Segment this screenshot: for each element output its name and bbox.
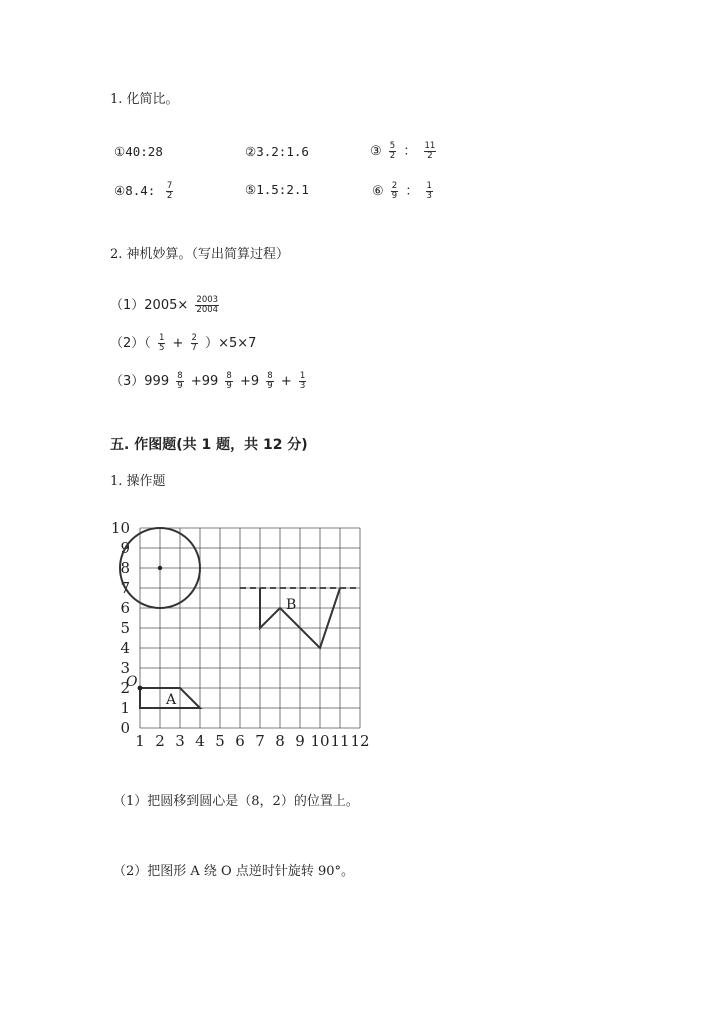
circle-center-dot — [158, 566, 162, 570]
x-tick-label: 8 — [275, 732, 285, 750]
fraction: $\frac{2003}{2004}$ — [196, 295, 219, 315]
y-tick-label: 6 — [120, 599, 130, 617]
x-tick-label: 12 — [350, 732, 370, 750]
q1-item-4 — [114, 182, 176, 201]
q1-item-1 — [114, 144, 163, 159]
y-tick-label: 8 — [120, 559, 130, 577]
x-tick-label: 11 — [330, 732, 350, 750]
fraction: $\frac{8}{9}$ — [177, 371, 183, 391]
fraction: $\frac{7}{2}$ — [166, 181, 173, 201]
y-tick-label: 5 — [120, 619, 130, 637]
fraction: $\frac{2}{7}$ — [191, 333, 197, 353]
item-label: （2） — [110, 336, 145, 351]
q1-item-6 — [372, 180, 436, 201]
point-o-label: O — [126, 674, 138, 690]
item-marker: ③ — [370, 144, 382, 159]
x-tick-label: 4 — [195, 732, 205, 750]
x-tick-label: 5 — [215, 732, 225, 750]
item-label: （3） — [110, 374, 145, 389]
q2-title: 2. 神机妙算。（写出简算过程） — [110, 247, 290, 262]
y-tick-label: 0 — [120, 719, 130, 737]
q5-title: 1. 操作题 — [110, 474, 166, 489]
q1-item-5 — [245, 182, 309, 197]
q2-item-3: （3）999 $\frac{8}{9}$ +99 $\frac{8}{9}$ +9 $\frac{8}{9}$ + $\frac{1}{3}$ — [110, 371, 306, 391]
q2-item-2: （2）（ $\frac{1}{5}$ + $\frac{2}{7}$ ）×5×7 — [110, 333, 257, 353]
item-marker: ② — [245, 144, 257, 159]
item-expression: 40:28 — [125, 144, 163, 159]
item-expression: 3.2:1.6 — [256, 144, 309, 159]
q5-sub-question-2: （2）把图形 A 绕 O 点逆时针旋转 90°。 — [113, 864, 355, 879]
item-label: （1） — [110, 298, 145, 313]
y-tick-label: 1 — [120, 699, 130, 717]
y-tick-label: 3 — [120, 659, 130, 677]
ratio-sign: ： — [405, 184, 419, 199]
y-tick-label: 9 — [120, 539, 130, 557]
y-tick-label: 7 — [120, 579, 130, 597]
shape-b-label: B — [286, 597, 297, 613]
shape-a-label: A — [166, 692, 177, 708]
coordinate-grid-figure — [105, 515, 405, 755]
x-tick-label: 3 — [175, 732, 185, 750]
item-marker: ⑤ — [245, 182, 257, 197]
item-marker: ④ — [114, 183, 126, 198]
y-tick-label: 10 — [110, 519, 130, 537]
item-expression: 2005× — [144, 298, 189, 313]
item-expression: 8.4: — [125, 183, 156, 198]
fraction: $\frac{1}{3}$ — [426, 181, 432, 201]
fraction: $\frac{1}{5}$ — [158, 333, 165, 353]
x-tick-label: 7 — [255, 732, 265, 750]
fraction: $\frac{2}{9}$ — [391, 181, 398, 201]
x-tick-label: 1 — [135, 732, 145, 750]
y-tick-label: 4 — [120, 639, 130, 657]
x-tick-label: 9 — [295, 732, 305, 750]
q2-item-1 — [110, 294, 222, 315]
section-heading: 五. 作图题(共 1 题，共 12 分) — [110, 437, 308, 453]
ratio-sign: ： — [403, 144, 417, 159]
x-tick-label: 10 — [310, 732, 330, 750]
fraction: $\frac{5}{2}$ — [389, 141, 396, 161]
q1-title: 1. 化简比。 — [110, 92, 179, 107]
q1-item-3 — [370, 140, 439, 161]
fraction: $\frac{1}{3}$ — [299, 371, 306, 391]
item-expression: 1.5:2.1 — [256, 182, 309, 197]
y-tick-label: 2 — [120, 679, 130, 697]
point-o-dot — [138, 686, 143, 691]
x-tick-label: 6 — [235, 732, 245, 750]
fraction: $\frac{8}{9}$ — [267, 371, 273, 391]
q1-item-2 — [245, 144, 309, 159]
item-marker: ⑥ — [372, 184, 384, 199]
q5-sub-question-1: （1）把圆移到圆心是（8，2）的位置上。 — [113, 794, 359, 809]
x-tick-label: 2 — [155, 732, 165, 750]
fraction: $\frac{11}{2}$ — [424, 141, 436, 161]
fraction: $\frac{8}{9}$ — [226, 371, 232, 391]
item-marker: ① — [114, 144, 126, 159]
